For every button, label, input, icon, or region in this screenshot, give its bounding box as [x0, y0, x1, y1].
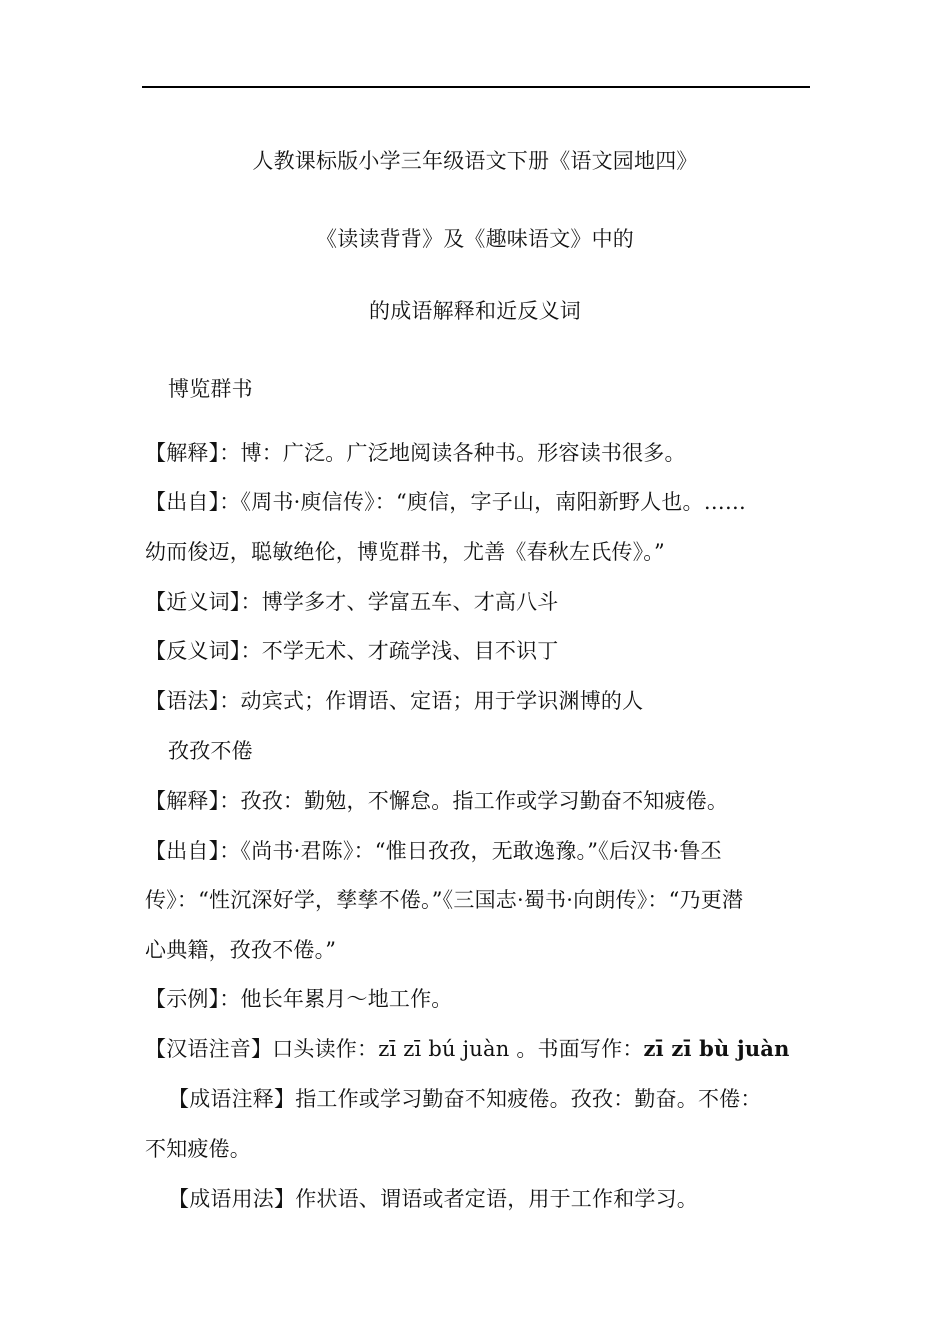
idiom-1-antonyms: 【反义词】：不学无术、才疏学浅、目不识丁	[145, 639, 559, 663]
title-line-1: 人教课标版小学三年级语文下册《语文园地四》	[252, 149, 698, 173]
idiom-2-note-1: 【成语注释】指工作或学习勤奋不知疲倦。孜孜：勤奋。不倦：	[168, 1087, 762, 1111]
title-line-2: 《读读背背》及《趣味语文》中的	[316, 227, 634, 251]
idiom-1-source-2: 幼而俊迈，聪敏绝伦，博览群书，尤善《春秋左氏传》。”	[145, 540, 665, 564]
idiom-2-source-3: 心典籍，孜孜不倦。”	[145, 938, 337, 962]
pinyin-written: zī zī bù juàn	[643, 1036, 790, 1061]
idiom-1-source-1: 【出自】：《周书·庾信传》：“庾信，字子山，南阳新野人也。……	[145, 490, 747, 514]
idiom-2-pinyin	[145, 1036, 810, 1062]
idiom-1-synonyms: 【近义词】：博学多才、学富五车、才高八斗	[145, 590, 559, 614]
pinyin-spoken: zī zī bú juàn	[378, 1037, 510, 1061]
idiom-1-explain: 【解释】：博：广泛。广泛地阅读各种书。形容读书很多。	[145, 441, 686, 465]
idiom-2-explain: 【解释】：孜孜：勤勉，不懈怠。指工作或学习勤奋不知疲倦。	[145, 789, 729, 813]
idiom-2-name: 孜孜不倦	[168, 739, 253, 763]
idiom-2-source-2: 传》：“性沉深好学，孳孳不倦。”《三国志·蜀书·向朗传》：“乃更潜	[145, 888, 744, 912]
idiom-1-grammar: 【语法】：动宾式；作谓语、定语；用于学识渊博的人	[145, 689, 644, 713]
idiom-2-source-1: 【出自】：《尚书·君陈》：“惟日孜孜，无敢逸豫。”《后汉书·鲁丕	[145, 839, 722, 863]
header-rule	[142, 86, 810, 88]
pinyin-label: 【汉语注音】口头读作：	[145, 1037, 379, 1061]
idiom-2-note-2: 不知疲倦。	[145, 1137, 251, 1161]
title-line-3: 的成语解释和近反义词	[369, 299, 581, 323]
pinyin-separator: 。书面写作：	[509, 1037, 644, 1061]
idiom-1-name: 博览群书	[168, 377, 253, 401]
idiom-2-example: 【示例】：他长年累月～地工作。	[145, 987, 453, 1011]
idiom-2-usage: 【成语用法】作状语、谓语或者定语，用于工作和学习。	[168, 1187, 698, 1211]
